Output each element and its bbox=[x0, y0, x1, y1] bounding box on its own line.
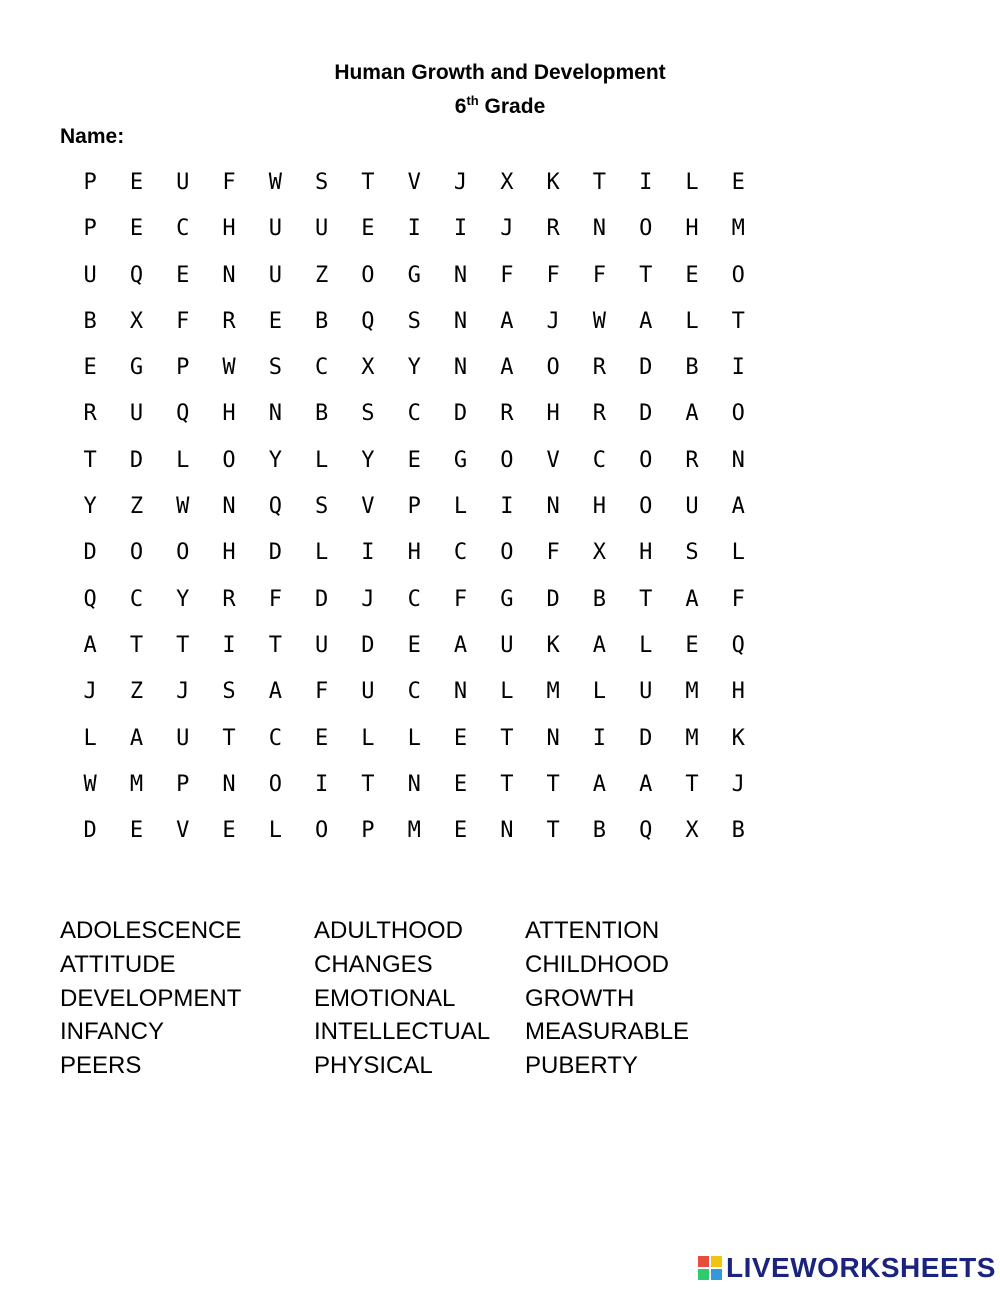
grid-letter[interactable]: L bbox=[361, 725, 375, 751]
grid-letter[interactable]: U bbox=[315, 632, 329, 658]
grid-letter[interactable]: L bbox=[315, 447, 329, 473]
grid-letter[interactable]: O bbox=[639, 447, 653, 473]
grid-letter[interactable]: A bbox=[268, 679, 282, 705]
grid-letter[interactable]: A bbox=[592, 771, 607, 797]
grid-letter[interactable]: A bbox=[129, 725, 144, 751]
grid-letter[interactable]: U bbox=[176, 725, 190, 751]
grid-letter[interactable]: B bbox=[315, 401, 329, 427]
grid-letter[interactable]: P bbox=[176, 355, 190, 381]
grid-letter[interactable]: S bbox=[222, 679, 236, 705]
grid-letter[interactable]: W bbox=[83, 771, 97, 797]
grid-letter[interactable]: U bbox=[639, 679, 653, 705]
grid-letter[interactable]: E bbox=[222, 818, 236, 844]
grid-letter[interactable]: O bbox=[500, 540, 514, 566]
grid-letter[interactable]: E bbox=[407, 632, 421, 658]
word-list-item: PUBERTY bbox=[525, 1052, 638, 1080]
grid-letter[interactable]: A bbox=[731, 494, 745, 520]
grid-letter[interactable]: H bbox=[639, 540, 653, 566]
word-list bbox=[60, 914, 725, 1083]
grid-letter[interactable]: J bbox=[731, 771, 745, 797]
grid-letter[interactable]: O bbox=[731, 401, 745, 427]
logo-icon bbox=[698, 1256, 722, 1280]
word-list-item: ADULTHOOD bbox=[314, 917, 463, 944]
grid-letter[interactable]: C bbox=[176, 216, 190, 242]
grid-letter[interactable]: P bbox=[407, 494, 421, 520]
grid-letter[interactable]: M bbox=[685, 679, 699, 705]
name-label: Name: bbox=[60, 125, 125, 148]
grid-letter[interactable]: Y bbox=[268, 447, 282, 473]
grid-letter[interactable]: H bbox=[222, 401, 236, 427]
grid-letter[interactable]: W bbox=[222, 355, 236, 381]
grid-letter[interactable]: F bbox=[731, 586, 745, 612]
grid-letter[interactable]: N bbox=[546, 494, 560, 520]
grid-letter[interactable]: C bbox=[407, 679, 421, 705]
word-list-item: PEERS bbox=[60, 1052, 142, 1080]
grid-letter[interactable]: F bbox=[546, 262, 560, 288]
grid-letter[interactable]: C bbox=[592, 447, 607, 473]
grid-letter[interactable]: K bbox=[731, 725, 745, 751]
grid-letter[interactable]: M bbox=[685, 725, 699, 751]
grid-letter[interactable]: S bbox=[361, 401, 375, 427]
grid-letter[interactable]: N bbox=[731, 447, 745, 473]
grade-suffix: th bbox=[466, 93, 479, 108]
word-list-item: DEVELOPMENT bbox=[60, 984, 242, 1012]
grid-letter[interactable]: O bbox=[222, 447, 236, 473]
grid-letter[interactable]: A bbox=[639, 771, 653, 797]
grid-letter[interactable]: B bbox=[592, 586, 607, 612]
grid-letter[interactable]: T bbox=[361, 771, 375, 797]
grid-letter[interactable]: Q bbox=[361, 308, 375, 334]
grid-letter[interactable]: G bbox=[453, 447, 468, 473]
grid-letter[interactable]: R bbox=[685, 447, 699, 473]
grid-letter[interactable]: E bbox=[407, 447, 421, 473]
grid-letter[interactable]: I bbox=[592, 725, 607, 751]
grid-letter[interactable]: T bbox=[500, 771, 514, 797]
grid-letter[interactable]: D bbox=[315, 586, 329, 612]
grid-letter[interactable]: Y bbox=[361, 447, 375, 473]
grid-letter[interactable]: P bbox=[361, 818, 375, 844]
grid-letter[interactable]: V bbox=[546, 447, 560, 473]
grid-letter[interactable]: E bbox=[129, 818, 144, 844]
grid-letter[interactable]: N bbox=[546, 725, 560, 751]
grid-letter[interactable]: Y bbox=[176, 586, 190, 612]
grid-letter[interactable]: X bbox=[129, 308, 144, 334]
grid-letter[interactable]: A bbox=[592, 632, 607, 658]
grid-letter[interactable]: C bbox=[453, 540, 468, 566]
grid-letter[interactable]: Z bbox=[129, 679, 144, 705]
word-list-item: ATTENTION bbox=[525, 917, 660, 944]
grid-letter[interactable]: T bbox=[83, 447, 97, 473]
grid-letter[interactable]: R bbox=[592, 355, 607, 381]
grid-letter[interactable]: T bbox=[222, 725, 236, 751]
word-search-grid[interactable] bbox=[67, 160, 761, 854]
grid-letter[interactable]: M bbox=[129, 771, 144, 797]
grid-letter[interactable]: D bbox=[639, 725, 653, 751]
grid-letter[interactable]: B bbox=[685, 355, 699, 381]
grid-letter[interactable]: C bbox=[407, 586, 421, 612]
grid-letter[interactable]: S bbox=[685, 540, 699, 566]
word-list-item: INTELLECTUAL bbox=[314, 1018, 491, 1046]
grid-letter[interactable]: K bbox=[546, 170, 560, 195]
grid-letter[interactable]: Y bbox=[83, 494, 97, 520]
grid-letter[interactable]: U bbox=[685, 494, 699, 520]
grid-letter[interactable]: N bbox=[453, 262, 468, 288]
grid-letter[interactable]: V bbox=[361, 494, 375, 520]
grid-letter[interactable]: D bbox=[83, 540, 97, 566]
grid-letter[interactable]: N bbox=[407, 771, 421, 797]
grid-letter[interactable]: O bbox=[268, 771, 282, 797]
grid-letter[interactable]: K bbox=[546, 632, 560, 658]
grid-letter[interactable]: N bbox=[222, 262, 236, 288]
grid-letter[interactable]: X bbox=[592, 540, 607, 566]
grid-letter[interactable]: O bbox=[176, 540, 190, 566]
grid-letter[interactable]: E bbox=[315, 725, 329, 751]
word-list-item: EMOTIONAL bbox=[314, 984, 456, 1012]
grid-letter[interactable]: H bbox=[546, 401, 560, 427]
grid-letter[interactable]: P bbox=[83, 216, 97, 242]
word-list-item: CHILDHOOD bbox=[525, 950, 670, 978]
grid-letter[interactable]: H bbox=[592, 494, 607, 520]
grid-letter[interactable]: O bbox=[500, 447, 514, 473]
grid-letter[interactable]: T bbox=[731, 308, 745, 334]
grid-letter[interactable]: A bbox=[83, 632, 97, 658]
grid-letter[interactable]: N bbox=[222, 494, 236, 520]
grid-letter[interactable]: C bbox=[407, 401, 421, 427]
grid-letter[interactable]: X bbox=[500, 170, 514, 195]
grid-letter[interactable]: T bbox=[685, 771, 699, 797]
grid-letter[interactable]: M bbox=[407, 818, 421, 844]
grid-letter[interactable]: S bbox=[407, 308, 421, 334]
grid-letter[interactable]: R bbox=[500, 401, 514, 427]
logo-square-2 bbox=[711, 1256, 722, 1267]
grid-letter[interactable]: L bbox=[83, 725, 97, 751]
grid-letter[interactable]: S bbox=[268, 355, 282, 381]
grid-letter[interactable]: O bbox=[731, 262, 745, 288]
grid-letter[interactable]: E bbox=[731, 170, 745, 195]
word-list-item: INFANCY bbox=[60, 1018, 165, 1046]
grid-letter[interactable]: L bbox=[592, 679, 607, 705]
grid-letter[interactable]: H bbox=[407, 540, 421, 566]
grid-letter[interactable]: F bbox=[268, 586, 282, 612]
logo-square-3 bbox=[698, 1269, 709, 1280]
grid-letter[interactable]: O bbox=[546, 355, 560, 381]
grid-letter[interactable]: A bbox=[500, 355, 514, 381]
grid-letter[interactable]: R bbox=[222, 586, 236, 612]
grid-letter[interactable]: F bbox=[500, 262, 514, 288]
word-list-item: ADOLESCENCE bbox=[60, 917, 242, 944]
grid-letter[interactable]: M bbox=[546, 679, 560, 705]
grid-letter[interactable]: H bbox=[685, 216, 699, 242]
grid-letter[interactable]: A bbox=[685, 401, 699, 427]
grid-letter[interactable]: E bbox=[129, 216, 144, 242]
grid-letter[interactable]: R bbox=[83, 401, 97, 427]
grid-letter[interactable]: I bbox=[222, 632, 236, 658]
grid-letter[interactable]: O bbox=[315, 818, 329, 844]
grid-letter[interactable]: L bbox=[176, 447, 190, 473]
grid-letter[interactable]: W bbox=[268, 170, 282, 195]
grid-letter[interactable]: I bbox=[453, 216, 468, 242]
grid-letter[interactable]: E bbox=[129, 170, 144, 195]
grid-letter[interactable]: W bbox=[592, 308, 607, 334]
grid-letter[interactable]: Z bbox=[129, 494, 144, 520]
grid-letter[interactable]: M bbox=[731, 216, 745, 242]
logo-text: LIVEWORKSHEETS bbox=[726, 1252, 996, 1283]
grid-letter[interactable]: L bbox=[268, 818, 282, 844]
grid-letter[interactable]: L bbox=[315, 540, 329, 566]
grid-letter[interactable]: C bbox=[129, 586, 144, 612]
grid-letter[interactable]: A bbox=[639, 308, 653, 334]
grid-letter[interactable]: L bbox=[685, 170, 699, 195]
grid-letter[interactable]: Q bbox=[176, 401, 190, 427]
grid-letter[interactable]: O bbox=[639, 216, 653, 242]
worksheet-subtitle bbox=[0, 93, 1000, 119]
grid-letter[interactable]: I bbox=[731, 355, 745, 381]
logo-square-4 bbox=[711, 1269, 722, 1280]
grid-letter[interactable]: L bbox=[407, 725, 421, 751]
word-list-item: PHYSICAL bbox=[314, 1052, 433, 1080]
grid-letter[interactable]: Q bbox=[83, 586, 97, 612]
grid-letter[interactable]: G bbox=[129, 355, 144, 381]
grid-letter[interactable]: N bbox=[268, 401, 282, 427]
grid-letter[interactable]: E bbox=[83, 355, 97, 381]
grid-letter[interactable]: P bbox=[176, 771, 190, 797]
grid-letter[interactable]: O bbox=[639, 494, 653, 520]
grid-letter[interactable]: C bbox=[315, 355, 329, 381]
grid-letter[interactable]: R bbox=[222, 308, 236, 334]
grid-letter[interactable]: F bbox=[592, 262, 607, 288]
grid-letter[interactable]: J bbox=[176, 679, 190, 705]
grid-letter[interactable]: H bbox=[731, 679, 745, 705]
grid-letter[interactable]: D bbox=[453, 401, 468, 427]
grid-letter[interactable]: B bbox=[315, 308, 329, 334]
grid-letter[interactable]: N bbox=[500, 818, 514, 844]
grid-letter[interactable]: F bbox=[453, 586, 468, 612]
grid-letter[interactable]: E bbox=[685, 262, 699, 288]
grid-letter[interactable]: T bbox=[361, 170, 375, 195]
grid-letter[interactable]: F bbox=[546, 540, 560, 566]
grid-letter[interactable]: O bbox=[361, 262, 375, 288]
grid-letter[interactable]: Q bbox=[268, 494, 282, 520]
word-list-item: MEASURABLE bbox=[525, 1018, 690, 1046]
liveworksheets-logo bbox=[698, 1252, 996, 1284]
grid-letter[interactable]: N bbox=[453, 308, 468, 334]
worksheet-title: Human Growth and Development bbox=[334, 61, 666, 84]
grid-letter[interactable]: Q bbox=[639, 818, 653, 844]
grid-letter[interactable]: I bbox=[500, 494, 514, 520]
grid-letter[interactable]: X bbox=[685, 818, 699, 844]
word-list-item: CHANGES bbox=[314, 950, 433, 978]
grade-word: Grade bbox=[478, 95, 546, 118]
grid-letter[interactable]: A bbox=[500, 308, 514, 334]
grid-letter[interactable]: B bbox=[83, 308, 97, 334]
grid-letter[interactable]: E bbox=[453, 771, 468, 797]
grid-letter[interactable]: J bbox=[453, 170, 468, 195]
grid-letter[interactable]: X bbox=[361, 355, 375, 381]
grid-letter[interactable]: L bbox=[500, 679, 514, 705]
grid-letter[interactable]: D bbox=[268, 540, 282, 566]
grid-letter[interactable]: L bbox=[685, 308, 699, 334]
grid-letter[interactable]: T bbox=[129, 632, 144, 658]
grid-letter[interactable]: F bbox=[315, 679, 329, 705]
grid-letter[interactable]: I bbox=[361, 540, 375, 566]
grid-letter[interactable]: S bbox=[315, 494, 329, 520]
grid-letter[interactable]: U bbox=[361, 679, 375, 705]
grid-letter[interactable]: T bbox=[592, 170, 607, 195]
grid-letter[interactable]: G bbox=[500, 586, 514, 612]
grid-letter[interactable]: A bbox=[685, 586, 699, 612]
grid-letter[interactable]: T bbox=[546, 771, 560, 797]
grid-letter[interactable]: R bbox=[592, 401, 607, 427]
grid-letter[interactable]: D bbox=[639, 401, 653, 427]
grid-letter[interactable]: U bbox=[176, 170, 190, 195]
grid-letter[interactable]: P bbox=[83, 170, 97, 195]
grid-letter[interactable]: T bbox=[176, 632, 190, 658]
grid-letter[interactable]: Q bbox=[129, 262, 144, 288]
grid-letter[interactable]: Z bbox=[315, 262, 329, 288]
grid-letter[interactable]: N bbox=[222, 771, 236, 797]
grid-letter[interactable]: J bbox=[546, 308, 560, 334]
grid-letter[interactable]: D bbox=[83, 818, 97, 844]
grid-letter[interactable]: I bbox=[315, 771, 329, 797]
grid-letter[interactable]: E bbox=[176, 262, 190, 288]
grid-letter[interactable]: E bbox=[453, 818, 468, 844]
grid-letter[interactable]: C bbox=[268, 725, 282, 751]
grid-letter[interactable]: G bbox=[407, 262, 421, 288]
grid-letter[interactable]: D bbox=[639, 355, 653, 381]
grid-letter[interactable]: U bbox=[268, 262, 282, 288]
grid-letter[interactable]: T bbox=[268, 632, 282, 658]
grade-number: 6 bbox=[454, 95, 467, 118]
grid-letter[interactable]: J bbox=[83, 679, 97, 705]
grid-letter[interactable]: B bbox=[731, 818, 745, 844]
grid-letter[interactable]: A bbox=[453, 632, 468, 658]
grid-letter[interactable]: U bbox=[268, 216, 282, 242]
grid-letter[interactable]: N bbox=[453, 355, 468, 381]
grid-letter[interactable]: U bbox=[129, 401, 144, 427]
grid-letter[interactable]: V bbox=[407, 170, 421, 195]
grid-letter[interactable]: F bbox=[176, 308, 190, 334]
grid-letter[interactable]: V bbox=[176, 818, 190, 844]
grid-letter[interactable]: E bbox=[361, 216, 375, 242]
grid-letter[interactable]: D bbox=[129, 447, 144, 473]
grid-letter[interactable]: H bbox=[222, 540, 236, 566]
grid-letter[interactable]: B bbox=[592, 818, 607, 844]
grid-letter[interactable]: D bbox=[361, 632, 375, 658]
grid-letter[interactable]: U bbox=[500, 632, 514, 658]
grid-letter[interactable]: T bbox=[546, 818, 560, 844]
grid-letter[interactable]: J bbox=[500, 216, 514, 242]
grid-letter[interactable]: T bbox=[639, 262, 653, 288]
grid-letter[interactable]: L bbox=[453, 494, 468, 520]
grid-letter[interactable]: O bbox=[129, 540, 144, 566]
grid-letter[interactable]: F bbox=[222, 170, 236, 195]
grid-letter[interactable]: H bbox=[222, 216, 236, 242]
grid-letter[interactable]: R bbox=[546, 216, 560, 242]
grid-letter[interactable]: E bbox=[268, 308, 282, 334]
grid-letter[interactable]: J bbox=[361, 586, 375, 612]
grid-letter[interactable]: T bbox=[500, 725, 514, 751]
logo-square-1 bbox=[698, 1256, 709, 1267]
word-list-item: GROWTH bbox=[525, 984, 635, 1012]
grid-letter[interactable]: L bbox=[639, 632, 653, 658]
grid-letter[interactable]: I bbox=[639, 170, 653, 195]
grid-letter[interactable]: I bbox=[407, 216, 421, 242]
grid-letter[interactable]: Q bbox=[731, 632, 745, 658]
grid-letter[interactable]: S bbox=[315, 170, 329, 195]
grid-letter[interactable]: L bbox=[731, 540, 745, 566]
grid-letter[interactable]: Y bbox=[407, 355, 421, 381]
grid-letter[interactable]: U bbox=[315, 216, 329, 242]
grid-letter[interactable]: D bbox=[546, 586, 560, 612]
grid-letter[interactable]: T bbox=[639, 586, 653, 612]
grid-letter[interactable]: E bbox=[685, 632, 699, 658]
grid-letter[interactable]: N bbox=[592, 216, 607, 242]
grid-letter[interactable]: U bbox=[83, 262, 97, 288]
grid-letter[interactable]: W bbox=[176, 494, 190, 520]
word-list-item: ATTITUDE bbox=[60, 950, 176, 978]
grid-letter[interactable]: N bbox=[453, 679, 468, 705]
grid-letter[interactable]: E bbox=[453, 725, 468, 751]
